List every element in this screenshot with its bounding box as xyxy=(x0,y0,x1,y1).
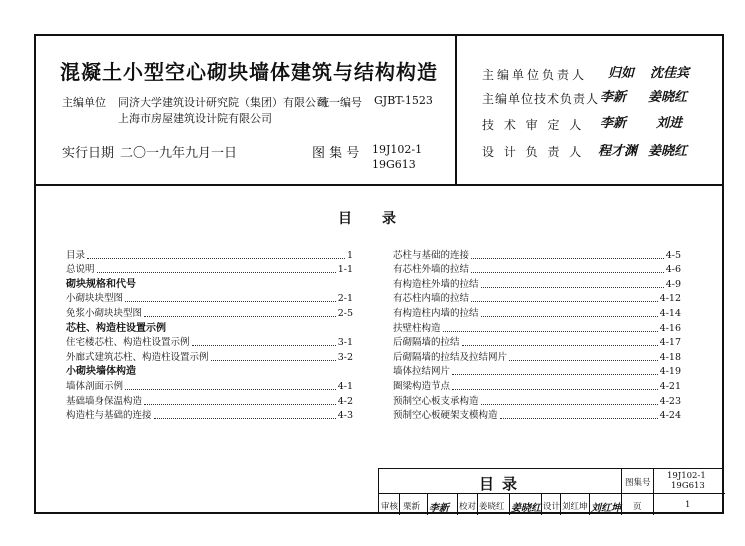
editor-unit-2: 上海市房屋建筑设计院有限公司 xyxy=(118,112,272,125)
toc-entry xyxy=(66,363,353,378)
tb-atlas-value-2: 19G613 xyxy=(671,481,705,491)
toc-leader-dots xyxy=(462,339,658,346)
toc-leader-dots xyxy=(144,310,336,317)
toc-entry xyxy=(66,275,353,290)
tb-design-sig: 刘红坤 xyxy=(591,503,621,514)
tb-drawing-name: 目录 xyxy=(479,475,526,493)
toc-entry-page: 4-1 xyxy=(337,380,353,392)
tb-sep xyxy=(509,493,510,515)
toc-leader-dots xyxy=(144,398,336,405)
tb-vline-1 xyxy=(621,469,622,515)
toc-entry xyxy=(393,348,681,363)
toc-entry xyxy=(393,392,681,407)
tb-check-name: 姜晓红 xyxy=(479,502,505,512)
toc-entry xyxy=(393,334,681,349)
toc-entry xyxy=(66,348,353,363)
signature-2b: 姜晓红 xyxy=(648,90,688,105)
toc-entry-page: 3-1 xyxy=(337,337,353,349)
toc-leader-dots xyxy=(443,325,658,332)
signature-role-1: 主编单位负责人 xyxy=(482,68,588,82)
atlas-value-1: 19J102-1 xyxy=(372,143,423,156)
tb-atlas-value-1: 19J102-1 xyxy=(667,471,706,481)
signature-1b: 沈佳宾 xyxy=(650,66,690,81)
signature-3b: 刘进 xyxy=(656,116,683,131)
toc-entry xyxy=(393,304,681,319)
toc-leader-dots xyxy=(500,412,658,419)
date-label: 实行日期 xyxy=(62,146,115,161)
toc-entry xyxy=(66,334,353,349)
toc-entry xyxy=(393,261,681,276)
toc-entry-label: 有芯柱外墙的拉结 xyxy=(393,264,470,276)
toc-entry xyxy=(66,377,353,392)
toc-entry xyxy=(393,275,681,290)
toc-entry-page: 1 xyxy=(346,249,353,261)
toc-entry xyxy=(66,304,353,319)
toc-entry-page: 4-24 xyxy=(659,410,681,422)
toc-entry-page: 2-1 xyxy=(337,293,353,305)
toc-entry-label: 总说明 xyxy=(66,264,95,276)
toc-leader-dots xyxy=(471,295,658,302)
toc-leader-dots xyxy=(452,383,658,390)
title-block xyxy=(378,468,724,514)
toc-entry-label: 有构造柱外墙的拉结 xyxy=(393,278,479,290)
toc-entry-label: 免浆小砌块块型图 xyxy=(66,307,143,319)
toc-entry xyxy=(66,261,353,276)
toc-entry-page: 4-3 xyxy=(337,410,353,422)
toc-leader-dots xyxy=(211,354,336,361)
toc-entry-label: 有芯柱内墙的拉结 xyxy=(393,293,470,305)
toc-leader-dots xyxy=(192,339,336,346)
toc-entry-label: 扶壁柱构造 xyxy=(393,322,441,334)
tb-sep xyxy=(457,493,458,515)
toc-leader-dots xyxy=(125,295,336,302)
signature-2a: 李新 xyxy=(600,90,627,105)
toc-entry-label: 住宅楼芯柱、构造柱设置示例 xyxy=(66,337,190,349)
signature-role-2: 主编单位技术负责人 xyxy=(482,92,600,106)
toc-entry xyxy=(393,319,681,334)
tb-page-value: 1 xyxy=(685,500,691,510)
toc-leader-dots xyxy=(481,310,658,317)
toc-entry-label: 外廊式建筑芯柱、构造柱设置示例 xyxy=(66,351,209,363)
editor-unit-1: 同济大学建筑设计研究院（集团）有限公司 xyxy=(118,96,327,109)
editor-label: 主编单位 xyxy=(62,96,106,109)
signature-1a: 归如 xyxy=(608,66,635,81)
toc-entry-page: 4-17 xyxy=(659,337,681,349)
toc-entry-label: 墙体剖面示例 xyxy=(66,380,124,392)
toc-entry-page: 1-1 xyxy=(337,264,353,276)
toc-entry-page: 4-5 xyxy=(665,249,681,261)
tb-review-label: 审核 xyxy=(381,502,399,512)
toc-entry-label: 预制空心板硬架支模构造 xyxy=(393,410,498,422)
toc-entry-page: 4-18 xyxy=(659,351,681,363)
tb-sep xyxy=(541,493,542,515)
toc-entry-page: 4-23 xyxy=(659,395,681,407)
toc-entry xyxy=(66,246,353,261)
toc-entry-page: 4-2 xyxy=(337,395,353,407)
atlas-value-2: 19G613 xyxy=(372,158,416,171)
toc-entry-page: 4-21 xyxy=(659,380,681,392)
toc-entry-label: 芯柱与基础的连接 xyxy=(393,249,470,261)
tb-sep xyxy=(560,493,561,515)
toc-entry xyxy=(393,290,681,305)
toc-entry-page: 4-14 xyxy=(659,307,681,319)
toc-section-heading: 小砌块墙体构造 xyxy=(66,366,136,378)
tb-check-label: 校对 xyxy=(459,502,477,512)
signature-role-4: 设 计 负 责 人 xyxy=(482,145,585,159)
toc-entry-page: 3-2 xyxy=(337,351,353,363)
tb-atlas-label: 图集号 xyxy=(625,478,651,488)
toc-leader-dots xyxy=(452,368,658,375)
header-divider-vertical xyxy=(455,34,457,184)
tb-sep xyxy=(589,493,590,515)
toc-entry xyxy=(66,392,353,407)
date-value: 二〇一九年九月一日 xyxy=(120,146,238,161)
toc-section-heading: 砌块规格和代号 xyxy=(66,278,136,290)
toc-leader-dots xyxy=(97,266,336,273)
page-title: 混凝土小型空心砌块墙体建筑与结构构造 xyxy=(60,60,438,84)
signature-4a: 程才渊 xyxy=(598,144,638,159)
tb-sep xyxy=(477,493,478,515)
toc-section-heading: 芯柱、构造柱设置示例 xyxy=(66,322,166,334)
toc-entry-page: 4-9 xyxy=(665,278,681,290)
atlas-label: 图 集 号 xyxy=(312,146,360,161)
tb-check-sig: 姜晓红 xyxy=(511,503,541,514)
code-label: 统一编号 xyxy=(318,96,362,109)
toc-entry-page: 2-5 xyxy=(337,307,353,319)
toc-entry-page: 4-6 xyxy=(665,264,681,276)
toc-leader-dots xyxy=(481,398,658,405)
tb-design-label: 设计 xyxy=(543,502,561,512)
toc-leader-dots xyxy=(471,266,664,273)
tb-page-label: 页 xyxy=(633,502,642,512)
toc-entry xyxy=(393,246,681,261)
toc-left-column xyxy=(66,246,353,421)
toc-entry xyxy=(393,363,681,378)
toc-entry-label: 墙体拉结网片 xyxy=(393,366,451,378)
toc-entry-page: 4-16 xyxy=(659,322,681,334)
toc-entry-label: 有构造柱内墙的拉结 xyxy=(393,307,479,319)
tb-vline-2 xyxy=(653,469,654,515)
toc-title: 目录 xyxy=(338,211,426,227)
signature-3a: 李新 xyxy=(600,116,627,131)
code-value: GJBT-1523 xyxy=(374,94,433,107)
signature-role-3: 技 术 审 定 人 xyxy=(482,118,585,132)
toc-entry-label: 后砌隔墙的拉结及拉结网片 xyxy=(393,351,508,363)
tb-hline xyxy=(379,493,725,494)
toc-entry-page: 4-12 xyxy=(659,293,681,305)
tb-design-name: 刘红坤 xyxy=(562,502,588,512)
toc-leader-dots xyxy=(125,383,336,390)
header-divider-horizontal xyxy=(34,184,724,186)
toc-entry xyxy=(393,407,681,422)
toc-leader-dots xyxy=(481,281,664,288)
toc-leader-dots xyxy=(509,354,658,361)
toc-entry-label: 目录 xyxy=(66,249,86,261)
toc-entry xyxy=(66,407,353,422)
toc-entry-page: 4-19 xyxy=(659,366,681,378)
toc-entry xyxy=(66,290,353,305)
tb-sep xyxy=(427,493,428,515)
toc-entry-label: 构造柱与基础的连接 xyxy=(66,410,152,422)
toc-entry xyxy=(66,319,353,334)
toc-entry xyxy=(393,377,681,392)
toc-entry-label: 后砌隔墙的拉结 xyxy=(393,337,460,349)
tb-review-name: 栗新 xyxy=(403,502,421,512)
tb-review-sig: 李新 xyxy=(429,503,449,514)
signature-4b: 姜晓红 xyxy=(648,144,688,159)
toc-leader-dots xyxy=(471,252,664,259)
toc-leader-dots xyxy=(154,412,336,419)
toc-right-column xyxy=(393,246,681,421)
toc-entry-label: 圈梁构造节点 xyxy=(393,380,451,392)
toc-entry-label: 预制空心板支承构造 xyxy=(393,395,479,407)
toc-leader-dots xyxy=(87,252,345,259)
toc-entry-label: 小砌块块型图 xyxy=(66,293,124,305)
toc-entry-label: 基础墙身保温构造 xyxy=(66,395,143,407)
tb-sep xyxy=(399,493,400,515)
